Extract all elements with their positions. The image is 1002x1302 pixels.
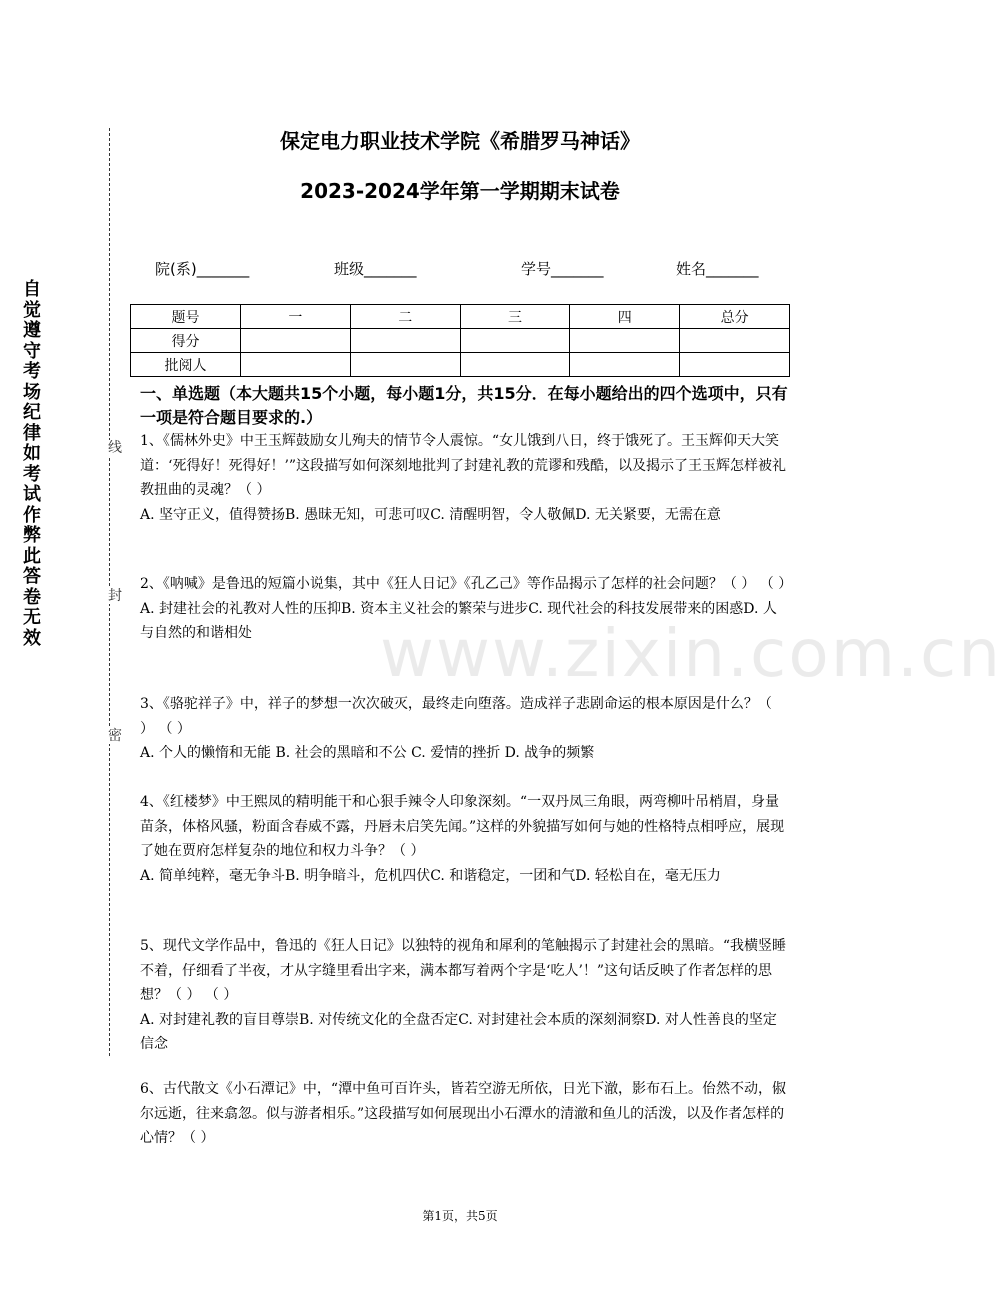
reviewer-cell[interactable]: [460, 353, 570, 377]
page-footer: 第1页，共5页: [422, 1209, 498, 1223]
exam-title: 保定电力职业技术学院《希腊罗马神话》: [280, 129, 640, 153]
header-cell: 总分: [680, 305, 790, 329]
exam-subtitle: 2023-2024学年第一学期期末试卷: [300, 179, 620, 203]
student-id-field[interactable]: 学号_______: [521, 260, 604, 278]
reviewer-row: [131, 353, 790, 377]
score-table-header-row: [131, 305, 790, 329]
class-field[interactable]: 班级_______: [334, 260, 417, 278]
reviewer-cell[interactable]: [350, 353, 460, 377]
header-cell: 三: [460, 305, 570, 329]
question-6: [140, 1077, 790, 1151]
question-stem: 5、现代文学作品中，鲁迅的《狂人日记》以独特的视角和犀利的笔触揭示了封建社会的黑暗。“我横竖睡不着，仔细看了半夜，才从字缝里看出字来，满本都写着两个字是‘吃人’！”这句话反映了作者怎样的思想？（ ） （ ）: [140, 938, 787, 1003]
score-cell[interactable]: [460, 329, 570, 353]
question-4: [140, 790, 790, 888]
question-1: [140, 429, 790, 527]
question-options: A. 个人的懒惰和无能 B. 社会的黑暗和不公 C. 爱情的挫折 D. 战争的频繁: [140, 745, 595, 761]
question-5: [140, 934, 790, 1057]
question-stem: 6、古代散文《小石潭记》中，“潭中鱼可百许头，皆若空游无所依，日光下澈，影布石上。佁然不动，俶尔远逝，往来翕忽。似与游者相乐。”这段描写如何展现出小石潭水的清澈和鱼儿的活泼，以及作者怎样的心情？（ ）: [140, 1081, 787, 1146]
header-cell: 一: [241, 305, 351, 329]
binding-mark-secret: 密: [108, 728, 122, 744]
question-options: A. 封建社会的礼教对人性的压抑B. 资本主义社会的繁荣与进步C. 现代社会的科技发展带来的困惑D. 人与自然的和谐相处: [140, 600, 777, 641]
question-options: A. 简单纯粹，毫无争斗B. 明争暗斗，危机四伏C. 和谐稳定，一团和气D. 轻松自在，毫无压力: [140, 867, 721, 884]
header-cell: 二: [350, 305, 460, 329]
reviewer-cell[interactable]: [241, 353, 351, 377]
score-cell[interactable]: [570, 329, 680, 353]
binding-mark-line: 线: [108, 440, 122, 456]
score-cell[interactable]: [350, 329, 460, 353]
question-options: A. 坚守正义，值得赞扬B. 愚昧无知，可悲可叹C. 清醒明智，令人敬佩D. 无关紧要，无需在意: [140, 506, 721, 523]
binding-mark-seal: 封: [108, 588, 122, 604]
score-cell[interactable]: [680, 329, 790, 353]
header-cell: 题号: [131, 305, 241, 329]
watermark: www.zixin.com.cn: [380, 615, 1002, 692]
question-stem: 1、《儒林外史》中王玉辉鼓励女儿殉夫的情节令人震惊。“女儿饿到八日，终于饿死了。王玉辉仰天大笑道：‘死得好！死得好！’”这段描写如何深刻地批判了封建礼教的荒谬和残酷，以及揭示了王玉辉怎样被礼教扭曲的灵魂？（ ）: [140, 433, 787, 498]
row-label: 批阅人: [131, 353, 241, 377]
reviewer-cell[interactable]: [570, 353, 680, 377]
dept-field[interactable]: 院(系)_______: [155, 260, 250, 278]
row-label: 得分: [131, 329, 241, 353]
reviewer-cell[interactable]: [680, 353, 790, 377]
score-table: [130, 304, 790, 377]
name-field[interactable]: 姓名_______: [676, 260, 759, 278]
question-stem: 2、《呐喊》是鲁迅的短篇小说集，其中《狂人日记》《孔乙己》等作品揭示了怎样的社会问题？（ ） （ ）: [140, 576, 793, 592]
section-title: 一、单选题（本大题共15个小题，每小题1分，共15分．在每小题给出的四个选项中，只有一项是符合题目要求的.）: [140, 384, 788, 427]
exam-rules-notice: 自觉遵守考场纪律如考试作弊此答卷无效: [23, 279, 41, 649]
question-stem: 3、《骆驼祥子》中，祥子的梦想一次次破灭，最终走向堕落。造成祥子悲剧命运的根本原因是什么？（ ） （ ）: [140, 696, 772, 737]
score-cell[interactable]: [241, 329, 351, 353]
question-options: A. 对封建礼教的盲目尊崇B. 对传统文化的全盘否定C. 对封建社会本质的深刻洞察D. 对人性善良的坚定信念: [140, 1011, 777, 1052]
question-stem: 4、《红楼梦》中王熙凤的精明能干和心狠手辣令人印象深刻。“一双丹凤三角眼，两弯柳叶吊梢眉，身量苗条，体格风骚，粉面含春威不露，丹唇未启笑先闻。”这样的外貌描写如何与她的性格特点相呼应，展现了她在贾府怎样复杂的地位和权力斗争？（ ）: [140, 794, 785, 859]
header-cell: 四: [570, 305, 680, 329]
score-row: [131, 329, 790, 353]
question-3: [140, 692, 790, 766]
